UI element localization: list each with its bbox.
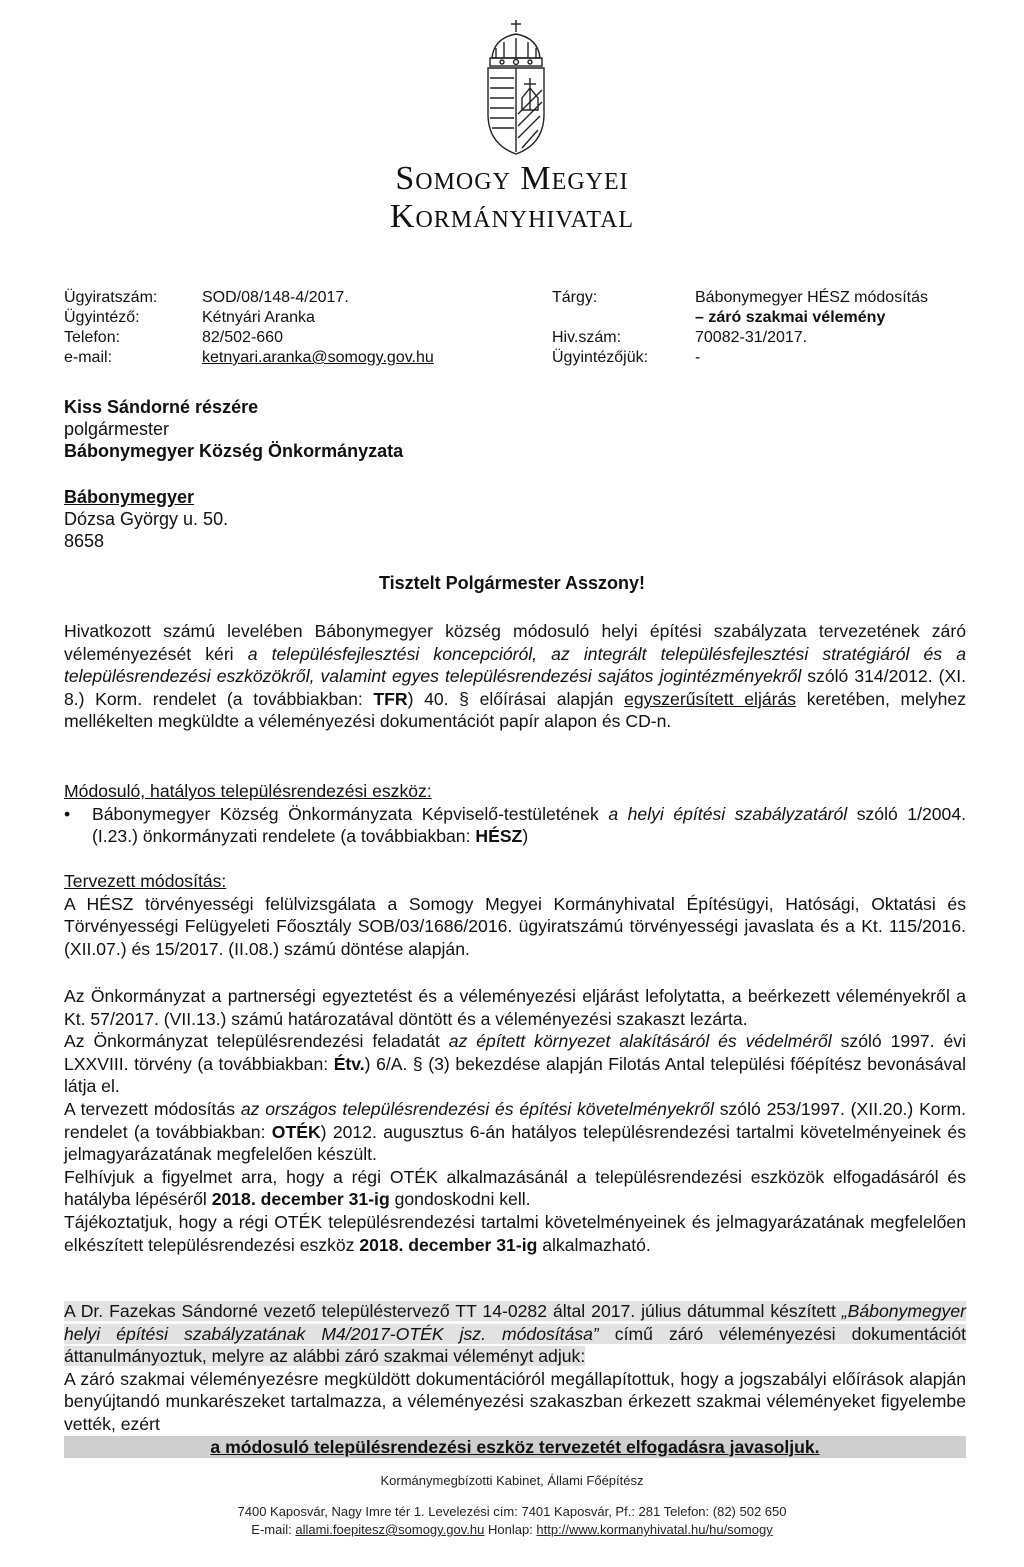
administrator-value: Kétnyári Aranka (202, 309, 315, 326)
municipality-p5-c: alkalmazható. (537, 1234, 651, 1255)
list-item (64, 803, 966, 848)
intro-text-g: keretében, melyhez mellékelten megküldte a véleményezési dokumentációt papír alapon és CD-n. (64, 688, 966, 732)
final-doc-title: „Bábonymegyer helyi építési szabályzatának M4/2017-OTÉK jsz. módosítása” (64, 1301, 966, 1344)
municipality-p3-e: ) 2012. augusztus 6-án hatályos településrendezési tartalmi követelményeinek és jelmagyarázatának megfelelően készült. (64, 1121, 966, 1165)
addressee-city: Bábonymegyer (64, 487, 195, 507)
municipality-p5 (64, 1211, 966, 1256)
footer-department: Kormánymegbízotti Kabinet, Állami Főépítész (380, 1473, 644, 1488)
subject-info (552, 288, 965, 368)
subject-row-2 (552, 308, 965, 328)
footer-contacts (0, 1521, 1024, 1539)
modified-text-b: a helyi építési szabályzatáról (608, 803, 848, 824)
intro-text-law-title: a településfejlesztési koncepcióról, az integrált településfejlesztési stratégiáról és a településrendezési eszközökről, valamint egyes településrendezési sajátos jogintézményekről (64, 643, 966, 687)
footer-email-label: E-mail: (251, 1522, 296, 1537)
modified-text-a: Bábonymegyer Község Önkormányzata Képviselő-testületének (92, 803, 609, 824)
addressee-org: Bábonymegyer Község Önkormányzata (64, 441, 404, 461)
modified-text-e: ) (522, 826, 529, 847)
addressee (64, 396, 403, 462)
subject-label: Tárgy: (552, 289, 598, 306)
addressee-address (64, 486, 228, 552)
municipality-p2-e: ) 6/A. § (3) bekezdése alapján Filotás Antal települési főépítész bevonásával látja el. (64, 1053, 967, 1097)
final-opinion-body: A záró szakmai véleményezésre megküldött dokumentációról megállapítottuk, hogy a jogszabályi előírások alapján benyújtandó munkarészeket tartalmazza, a véleményezési szakaszban érkezett szakmai véleményeket figyelembe vették, ezért (64, 1368, 966, 1434)
reference-row (552, 328, 965, 348)
addressee-zip: 8658 (64, 531, 105, 551)
municipality-p3-c: szóló 253/1997. (XII.20.) Korm. rendelet (a továbbiakban: (64, 1098, 966, 1142)
intro-paragraph (64, 620, 966, 733)
final-text-c: című záró véleményezési dokumentációt áttanulmányoztuk, melyre az alábbi záró szakmai véleményt adjuk: (64, 1323, 966, 1367)
municipality-p2-c: szóló 1997. évi LXXVIII. törvény (a továbbiakban: (64, 1031, 966, 1074)
case-number-label: Ügyiratszám: (64, 289, 158, 306)
salutation: Tisztelt Polgármester Asszony! (378, 573, 646, 593)
municipality-p1: Az Önkormányzat a partnerségi egyeztetést és a véleményezési eljárást lefolytatta, a beérkezett véleményekről a Kt. 57/2017. (VII.13.) számú határozatával döntött és a véleményezési szakaszt lezárta. (64, 986, 966, 1029)
footer-email-link[interactable]: allami.foepitesz@somogy.gov.hu (295, 1522, 485, 1537)
intro-text-e: ) 40. § előírásai alapján (407, 688, 625, 709)
subject-label-2 (552, 308, 695, 328)
municipality-p2-etv: Étv. (333, 1053, 365, 1074)
case-info (64, 288, 434, 368)
office-title-line2: Kormányhivatal (389, 198, 635, 235)
their-administrator-value: - (695, 349, 701, 366)
municipality-p2-a: Az Önkormányzat településrendezési feladatát (64, 1031, 449, 1052)
footer-address: 7400 Kaposvár, Nagy Imre tér 1. Levelezési cím: 7401 Kaposvár, Pf.: 281 Telefon: (82) 502 650 (237, 1504, 787, 1519)
phone-label: Telefon: (64, 329, 121, 346)
municipality-p4 (64, 1166, 966, 1211)
final-opinion-section (64, 1300, 966, 1458)
email-link[interactable]: ketnyari.aranka@somogy.gov.hu (202, 349, 434, 366)
email-row (64, 348, 434, 368)
their-administrator-row (552, 348, 965, 368)
municipality-section (64, 985, 966, 1256)
administrator-label: Ügyintéző: (64, 309, 140, 326)
addressee-street: Dózsa György u. 50. (64, 509, 229, 529)
municipality-p3-a: A tervezett módosítás (64, 1098, 241, 1119)
reference-value: 70082-31/2017. (695, 329, 808, 346)
subject-row (552, 288, 965, 308)
case-number-value: SOD/08/148-4/2017. (202, 289, 349, 306)
intro-tfr: TFR (373, 688, 408, 709)
addressee-name: Kiss Sándorné részére (64, 397, 259, 417)
reference-label: Hiv.szám: (552, 329, 622, 346)
municipality-p3-otek: OTÉK (271, 1121, 321, 1142)
municipality-p2 (64, 1030, 966, 1098)
intro-text-c: szóló 314/2012. (XI. 8.) Korm. rendelet (a továbbiakban: (64, 666, 966, 709)
planned-modification-heading: Tervezett módosítás: (64, 871, 227, 891)
planned-modification-text: A HÉSZ törvényességi felülvizsgálata a Somogy Megyei Kormányhivatal Építésügyi, Hatósági, Oktatási és Törvényességi Felügyeleti Főosztály SOB/03/1686/2016. ügyiratszámú törvényességi javaslata és a Kt. 115/2016. (XII.07.) és 15/2017. (II.08.) számú döntése alapján. (64, 893, 966, 959)
their-administrator-label: Ügyintézőjük: (552, 349, 649, 366)
municipality-p2-b: az épített környezet alakításáról és védelméről (448, 1031, 832, 1052)
subject-value: Bábonymegyer HÉSZ módosítás (695, 289, 928, 306)
administrator-row (64, 308, 434, 328)
final-text-a: A Dr. Fazekas Sándorné vezető településtervező TT 14-0282 által 2017. július dátummal készített (64, 1301, 842, 1321)
final-recommendation: a módosuló településrendezési eszköz tervezetét elfogadásra javasoljuk. (64, 1436, 966, 1459)
phone-value: 82/502-660 (202, 329, 283, 346)
office-title-line1: Somogy Megyei (395, 160, 629, 197)
modified-hesz: HÉSZ (475, 826, 523, 847)
municipality-p5-deadline: 2018. december 31-ig (359, 1234, 538, 1255)
modified-instrument-section (64, 780, 966, 848)
municipality-p4-deadline: 2018. december 31-ig (211, 1189, 390, 1210)
municipality-p4-a: Felhívjuk a figyelmet arra, hogy a régi OTÉK alkalmazásánál a településrendezési eszközök elfogadásáról és hatályba lépéséről (64, 1166, 966, 1210)
phone-row (64, 328, 434, 348)
email-label: e-mail: (64, 349, 113, 366)
final-opinion-intro (64, 1300, 966, 1368)
municipality-p5-a: Tájékoztatjuk, hogy a régi OTÉK településrendezési tartalmi követelményeinek és jelmagyarázatának megfelelően elkészített településrendezési eszköz (64, 1211, 966, 1255)
subject-value-2: – záró szakmai vélemény (695, 309, 886, 326)
municipality-p3-b: az országos településrendezési és építési követelményekről (240, 1098, 714, 1119)
bullet-icon: • (64, 803, 71, 824)
case-number-row (64, 288, 434, 308)
footer-web-link[interactable]: http://www.kormanyhivatal.hu/hu/somogy (536, 1522, 773, 1537)
hungarian-coat-of-arms-icon (482, 18, 550, 158)
intro-simplified-procedure: egyszerűsített eljárás (624, 688, 797, 709)
footer-web-label: Honlap: (484, 1522, 537, 1537)
modified-text-c: szóló 1/2004. (I.23.) önkormányzati rendelete (a továbbiakban: (92, 803, 966, 847)
municipality-p3 (64, 1098, 966, 1166)
planned-modification-section (64, 870, 966, 960)
modified-instrument-heading: Módosuló, hatályos településrendezési eszköz: (64, 781, 432, 801)
municipality-p4-c: gondoskodni kell. (389, 1189, 531, 1210)
addressee-title: polgármester (64, 419, 170, 439)
intro-text-a: Hivatkozott számú levelében Bábonymegyer község módosuló helyi építési szabályzata tervezetének záró véleményezését kéri (64, 621, 966, 664)
